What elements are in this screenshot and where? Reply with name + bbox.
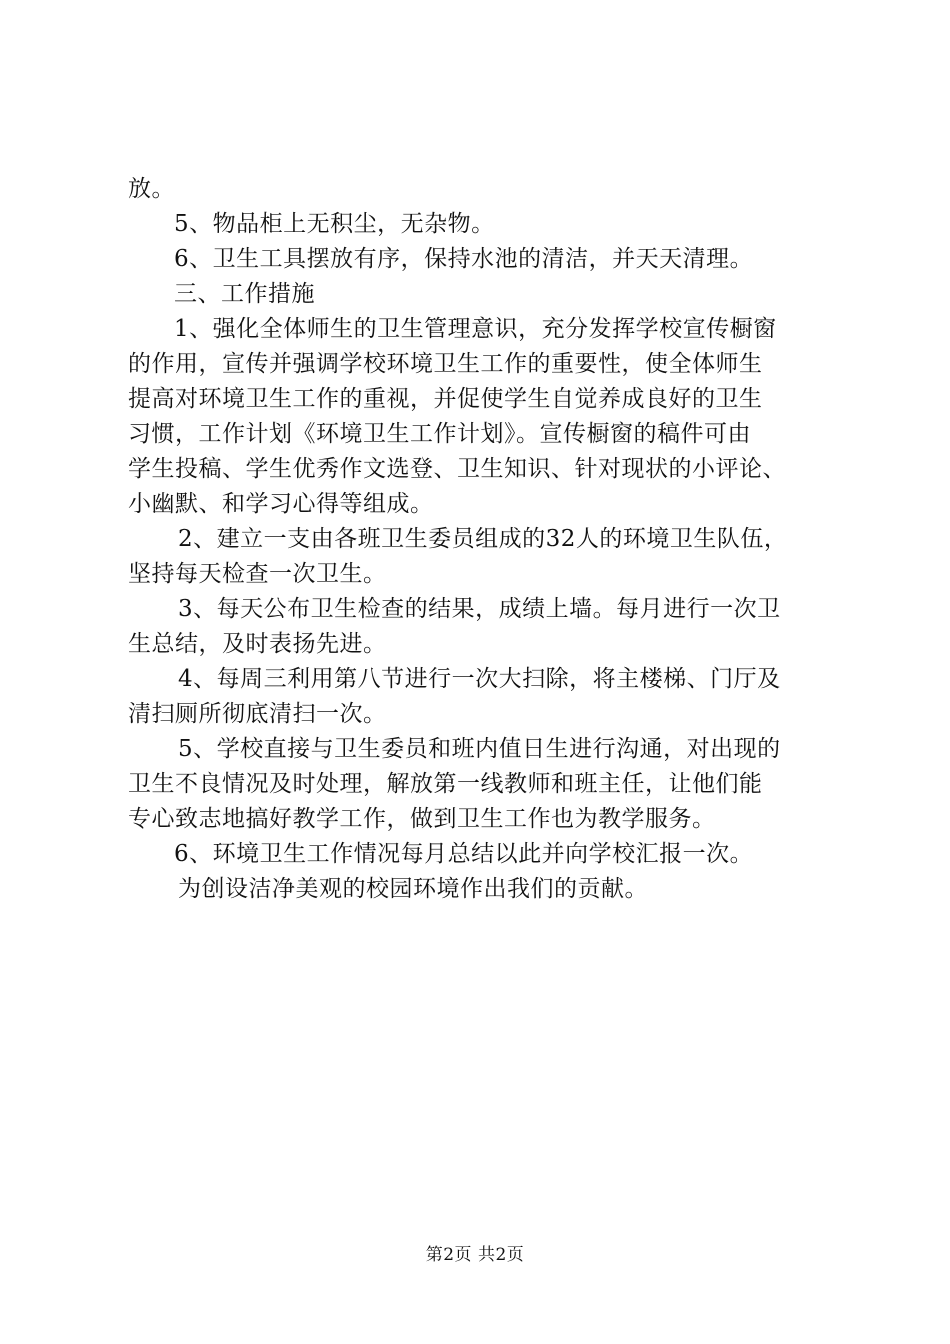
text-line: 1、强化全体师生的卫生管理意识，充分发挥学校宣传橱窗 — [174, 316, 777, 342]
text-line: 6、卫生工具摆放有序，保持水池的清洁，并天天清理。 — [174, 246, 754, 272]
document-body — [128, 172, 838, 907]
text-line: 3、每天公布卫生检查的结果，成绩上墙。每月进行一次卫 — [178, 596, 781, 622]
text-line: 放。 — [128, 176, 175, 202]
text-line: 卫生不良情况及时处理，解放第一线教师和班主任，让他们能 — [128, 771, 763, 797]
text-line: 小幽默、和学习心得等组成。 — [128, 491, 434, 517]
text-line: 习惯，工作计划《环境卫生工作计划》。宣传橱窗的稿件可由 — [128, 421, 751, 447]
text-line: 学生投稿、学生优秀作文选登、卫生知识、针对现状的小评论、 — [128, 456, 786, 482]
text-line: 的作用，宣传并强调学校环境卫生工作的重要性，使全体师生 — [128, 351, 763, 377]
text-line: 4、每周三利用第八节进行一次大扫除，将主楼梯、门厅及 — [178, 666, 781, 692]
text-line: 5、物品柜上无积尘，无杂物。 — [174, 211, 495, 237]
text-line: 提高对环境卫生工作的重视，并促使学生自觉养成良好的卫生 — [128, 386, 763, 412]
page-footer: 第2页 共2页 — [425, 1245, 525, 1265]
text-line: 为创设洁净美观的校园环境作出我们的贡献。 — [178, 876, 648, 902]
text-line: 坚持每天检查一次卫生。 — [128, 561, 387, 587]
text-line: 专心致志地搞好教学工作，做到卫生工作也为教学服务。 — [128, 806, 716, 832]
text-line: 2、建立一支由各班卫生委员组成的32人的环境卫生队伍， — [178, 526, 788, 552]
text-line: 生总结，及时表扬先进。 — [128, 631, 387, 657]
text-line: 5、学校直接与卫生委员和班内值日生进行沟通，对出现的 — [178, 736, 781, 762]
section-heading: 三、工作措施 — [174, 281, 315, 307]
text-line: 清扫厕所彻底清扫一次。 — [128, 701, 387, 727]
text-line: 6、环境卫生工作情况每月总结以此并向学校汇报一次。 — [174, 841, 754, 867]
